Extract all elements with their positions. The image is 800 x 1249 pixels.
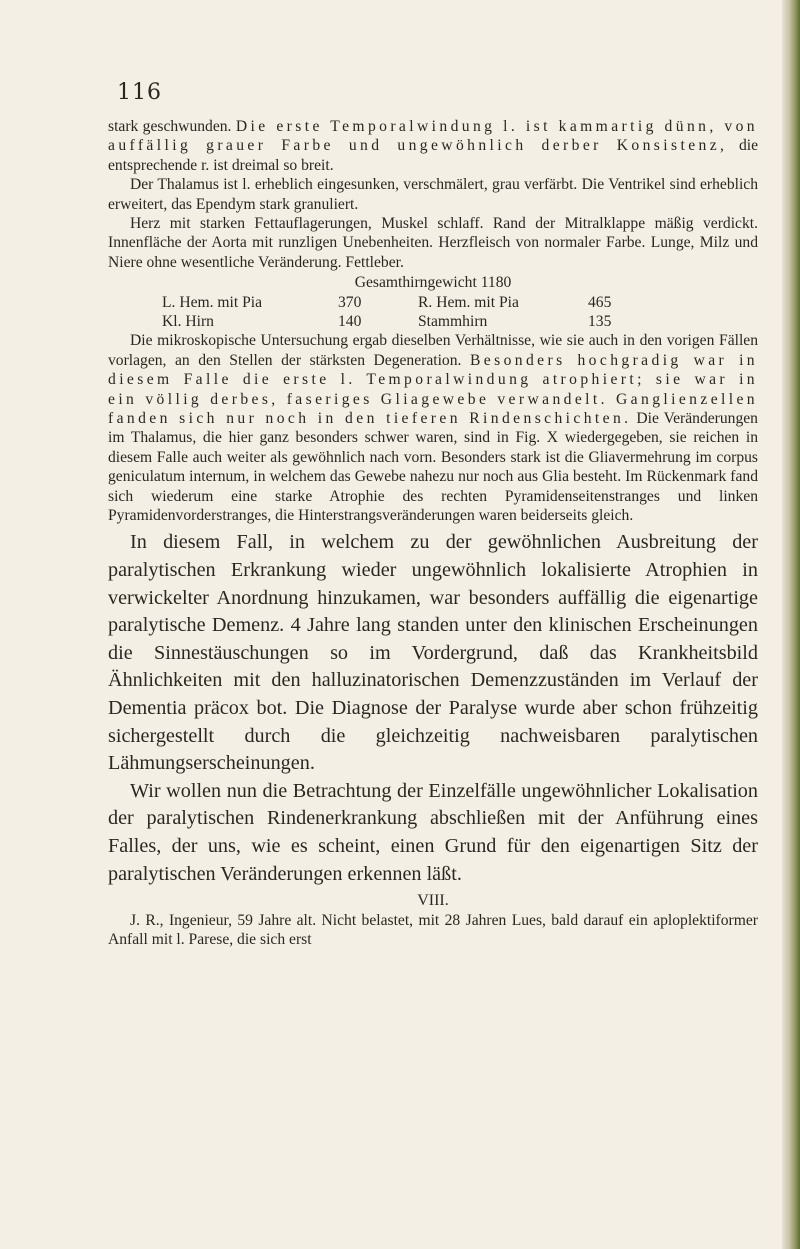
weights-row: [108, 293, 758, 312]
weights-cell: R. Hem. mit Pia: [418, 293, 519, 311]
weights-cell: Kl. Hirn: [162, 313, 214, 331]
paragraph-1: [108, 117, 758, 175]
paragraph-large-1: In diesem Fall, in welchem zu der gewöhnlichen Ausbreitung der paralytischen Erkrankung wieder ungewöhnlich lokalisierte Atrophien in verwickelter Anordnung hinzukamen, war besonders auffällig die eigenartige paralytische Demenz. 4 Jahre lang standen unter den klinischen Erscheinungen die Sinnestäuschungen so im Vordergrund, daß das Krankheitsbild Ähnlichkeiten mit den halluzinatorischen Demenzzuständen im Verlauf der Dementia präcox bot. Die Diagnose der Paralyse wurde aber schon frühzeitig sichergestellt durch die gleichzeitig nachweisbaren paralytischen Lähmungserscheinungen.: [108, 531, 758, 775]
paragraph-4-emphasis: Besonders hochgradig war in diesem Falle die erste l. Temporalwindung atrophiert; sie war in ein völlig derbes, faseriges Gliagewebe verwandelt. Ganglienzellen fanden sich nur noch in den tieferen Rindenschichten.: [108, 351, 759, 428]
paragraph-1-end: die entsprechende r. ist dreimal so breit.: [108, 137, 758, 174]
paragraph-4: [108, 331, 758, 525]
weights-cell: Stammhirn: [418, 313, 488, 331]
weights-total: Gesamthirngewicht 1180: [354, 274, 512, 292]
weights-table: [108, 273, 758, 331]
case-paragraph: J. R., Ingenieur, 59 Jahre alt. Nicht belastet, mit 28 Jahren Lues, bald darauf ein aploplektiformer Anfall mit l. Parese, die sich erst: [108, 911, 758, 949]
large-text-block: [108, 529, 758, 888]
paragraph-2: Der Thalamus ist l. erheblich eingesunken, verschmälert, grau verfärbt. Die Ventrikel sind erheblich erweitert, das Ependym stark granuliert.: [108, 176, 758, 213]
paragraph-1-emphasis: Die erste Temporalwindung l. ist kammartig dünn, von auffällig grauer Farbe und ungewöhnlich derber Konsistenz,: [108, 118, 759, 155]
page-edge: [782, 0, 800, 1249]
page-number: 116: [117, 80, 162, 105]
weights-cell: 140: [338, 313, 362, 331]
case-block: [108, 911, 758, 950]
paragraph-3: Herz mit starken Fettauflagerungen, Muskel schlaff. Rand der Mitralklappe mäßig verdickt. Innenfläche der Aorta mit runzligen Unebenheiten. Herzfleisch von normaler Farbe. Lunge, Milz und Niere ohne wesentliche Veränderung. Fettleber.: [108, 215, 758, 271]
weights-cell: 370: [338, 293, 362, 311]
page-body: [108, 117, 758, 949]
paragraph-4-start: Die mikroskopische Untersuchung ergab dieselben Verhältnisse, wie sie auch in den vorigen Fällen vorlagen, an den Stellen der stärksten Degeneration.: [108, 332, 758, 369]
weights-total-row: [108, 273, 758, 292]
section-number: VIII.: [417, 892, 449, 910]
weights-cell: 135: [588, 313, 612, 331]
paragraph-4-end: Die Veränderungen im Thalamus, die hier ganz besonders schwer waren, sind in Fig. X wiedergegeben, sie reichen in diesem Falle auch weiter als gewöhnlich nach vorn. Besonders stark ist die Gliavermehrung im corpus geniculatum internum, in welchem das Gewebe nahezu nur noch aus Glia besteht. Im Rückenmark fand sich wiederum eine starke Atrophie des rechten Pyramidenseitenstranges und linken Pyramidenvorderstranges, die Hinterstrangsveränderungen waren beiderseits gleich.: [108, 410, 758, 525]
paragraph-1-start: stark geschwunden.: [108, 118, 232, 135]
weights-cell: 465: [588, 293, 612, 311]
weights-cell: L. Hem. mit Pia: [162, 293, 263, 311]
weights-row: [108, 312, 758, 331]
paragraph-large-2: Wir wollen nun die Betrachtung der Einzelfälle ungewöhnlicher Lokalisation der paralytischen Rindenerkrankung abschließen mit der Anführung eines Falles, der uns, wie es scheint, einen Grund für den eigenartigen Sitz der paralytischen Veränderungen erkennen läßt.: [108, 779, 758, 885]
